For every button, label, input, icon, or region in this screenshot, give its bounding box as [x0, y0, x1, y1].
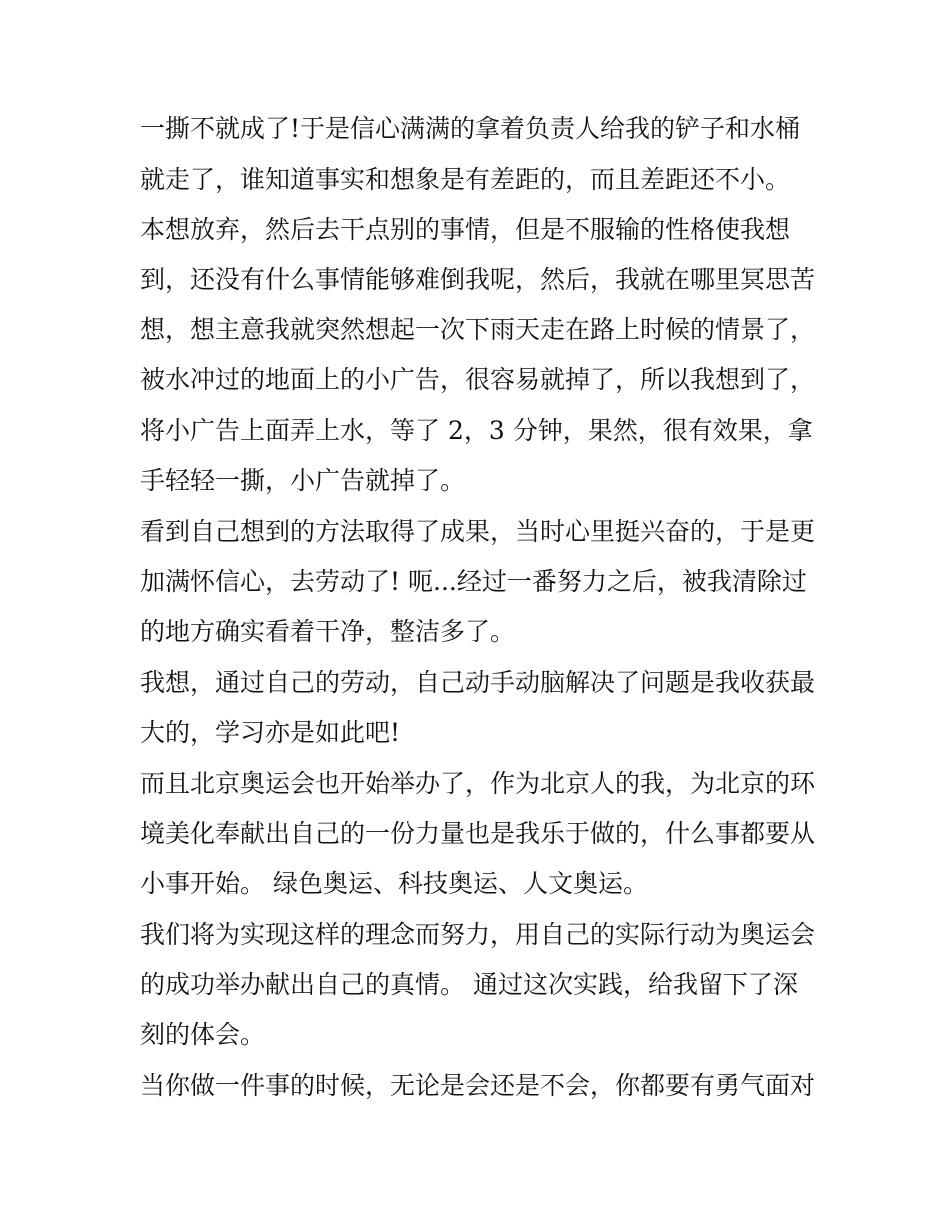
text-line: 我们将为实现这样的理念而努力，用自己的实际行动为奥运会 — [140, 920, 816, 949]
text-line: 我想，通过自己的劳动，自己动手动脑解决了问题是我收获最 — [140, 668, 816, 697]
text-line: 想，想主意我就突然想起一次下雨天走在路上时候的情景了， — [140, 315, 816, 344]
text-line: 手轻轻一撕，小广告就掉了。 — [140, 466, 466, 495]
text-line: 一撕不就成了!于是信心满满的拿着负责人给我的铲子和水桶 — [140, 114, 801, 143]
text-line: 境美化奉献出自己的一份力量也是我乐于做的，什么事都要从 — [140, 819, 816, 848]
text-line: 被水冲过的地面上的小广告，很容易就掉了，所以我想到了， — [140, 365, 816, 394]
text-line: 加满怀信心，去劳动了! 呃...经过一番努力之后，被我清除过 — [140, 567, 807, 596]
text-line: 的地方确实看着干净，整洁多了。 — [140, 617, 516, 646]
text-line: 当你做一件事的时候，无论是会还是不会，你都要有勇气面对 — [140, 1071, 816, 1100]
text-line: 本想放弃，然后去干点别的事情，但是不服输的性格使我想 — [140, 215, 791, 244]
text-line: 将小广告上面弄上水，等了 2，3 分钟，果然，很有效果，拿 — [140, 416, 813, 445]
text-line: 而且北京奥运会也开始举办了，作为北京人的我，为北京的环 — [140, 769, 816, 798]
text-line: 就走了，谁知道事实和想象是有差距的，而且差距还不小。 — [140, 165, 791, 194]
text-line: 看到自己想到的方法取得了成果，当时心里挺兴奋的，于是更 — [140, 517, 816, 546]
text-line: 刻的体会。 — [140, 1020, 266, 1049]
text-line: 到，还没有什么事情能够难倒我呢，然后，我就在哪里冥思苦 — [140, 265, 816, 294]
text-line: 小事开始。 绿色奥运、科技奥运、人文奥运。 — [140, 869, 648, 898]
text-line: 的成功举办献出自己的真情。 通过这次实践，给我留下了深 — [140, 970, 798, 999]
text-line: 大的，学习亦是如此吧! — [140, 718, 401, 747]
